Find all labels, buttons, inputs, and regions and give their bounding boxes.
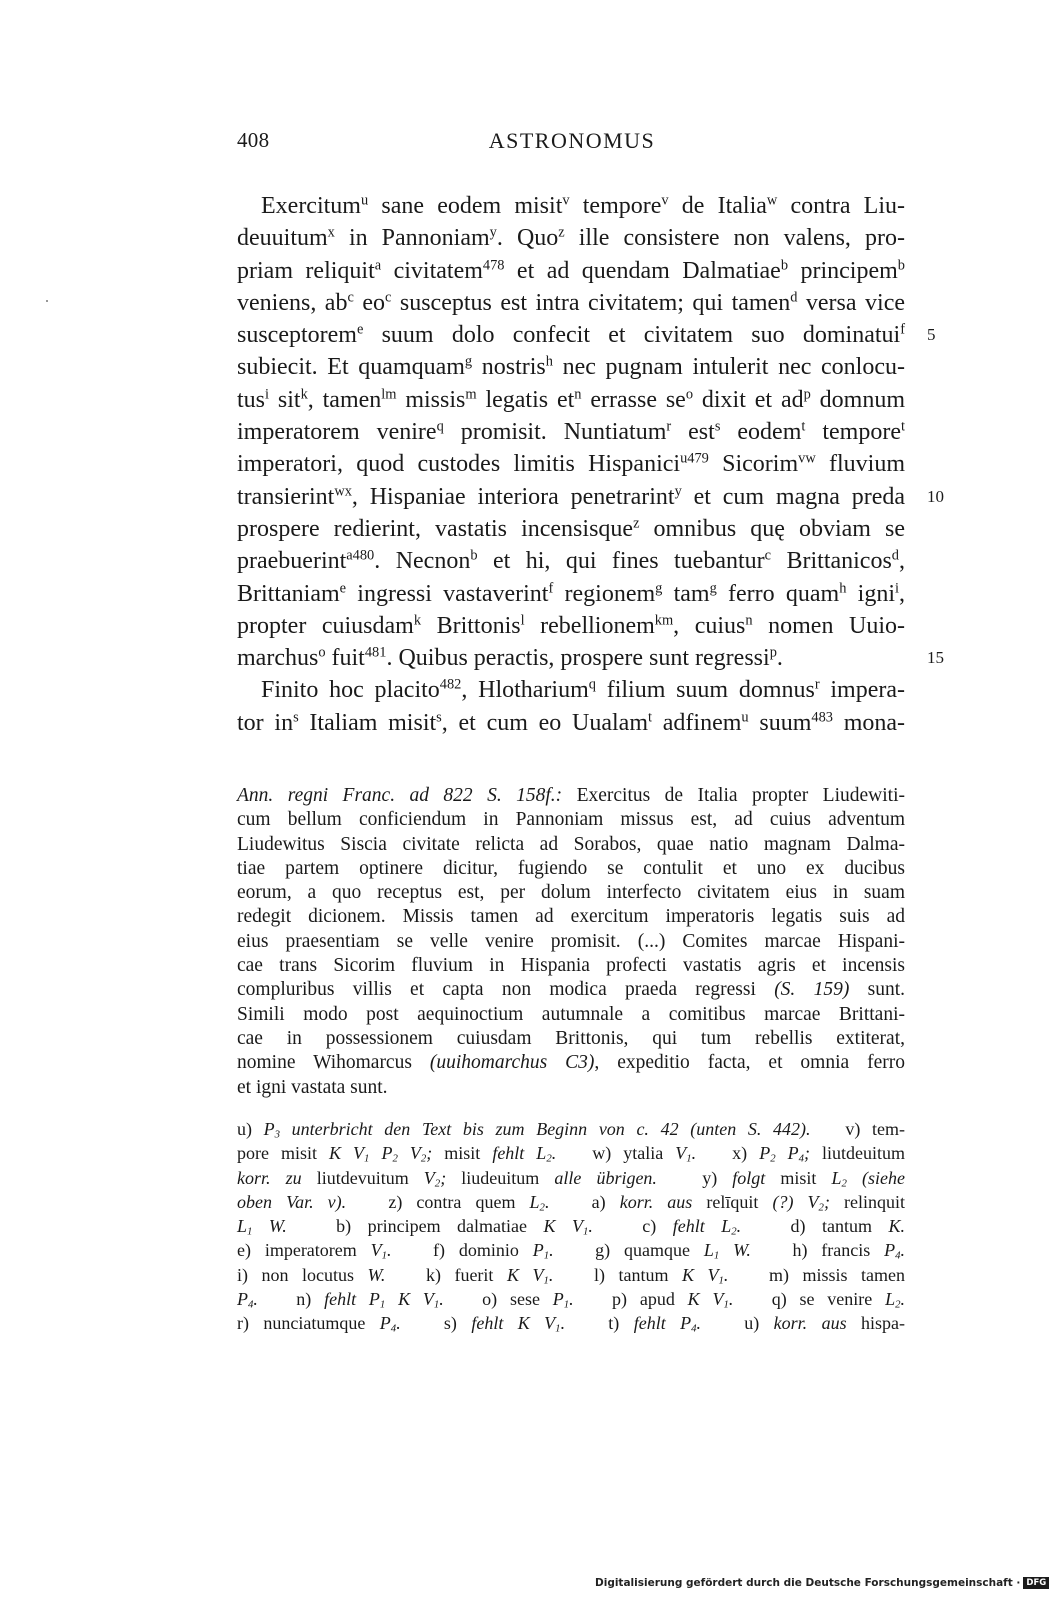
text-line: praebuerint$^{a480}$. Necnon$^b$ et hi, qui fines tuebantur$^c$ Brittanicos$^d$, — [237, 547, 905, 575]
text-line: prospere redierint, vastatis incensisque$^z$ omnibus quę obviam se — [237, 515, 905, 542]
apparatus-line: pore misit K V1 P2 V2; misit fehlt L2. w) ytalia V1. x) P2 P4; liutdeuitum — [237, 1143, 906, 1165]
text-line: subiecit. Et quamquam$^g$ nostris$^h$ nec pugnam intulerit nec conlocu- — [237, 353, 905, 381]
text-line: deuuitum$^x$ in Pannoniam$^y$. Quo$^z$ ille consistere non valens, pro- — [237, 224, 905, 252]
source-line: nomine Wihomarcus (uuihomarchus C3), expeditio facta, et omnia ferro — [237, 1052, 905, 1074]
text-line: imperatori, quod custodes limitis Hispanici$^{u479}$ Sicorim$^{vw}$ fluvium — [237, 450, 905, 478]
source-line: cae trans Sicorim fluvium in Hispania profecti vastatis agris et incensis — [237, 955, 905, 977]
main-text — [237, 190, 944, 739]
source-line: cae in possessionem cuiusdam Brittonis, qui tum rebellis extiterat, — [237, 1027, 905, 1049]
apparatus-line: korr. zu liutdevuitum V2; liudeuitum alle übrigen. y) folgt misit L2 (siehe — [237, 1167, 905, 1190]
text-line: transierint$^{wx}$, Hispaniae interiora penetrarint$^y$ et cum magna preda 10 — [237, 481, 905, 513]
apparatus-line: L1 W. b) principem dalmatiae K V1. c) fehlt L2. d) tantum K. — [237, 1216, 905, 1238]
text-line: priam reliquit$^a$ civitatem$^{478}$ et ad quendam Dalmatiae$^b$ principem$^b$ — [237, 256, 905, 284]
source-line: Simili modo post aequinoctium autumnale a comitibus marcae Brittani- — [237, 1003, 905, 1025]
text-line: veniens, $ab^c$ $eo^c$ susceptus est intra civitatem; qui tamen$^d$ versa vice — [237, 289, 906, 316]
source-line: tiae partem optinere dicitur, fugiendo se contulit et uno ex ducibus — [237, 857, 905, 879]
text-line: imperatorem venire$^q$ promisit. Nuntiatum$^r$ est$^s$ eodem$^t$ tempore$^t$ — [237, 418, 905, 446]
text-line: susceptorem$^e$ suum dolo confecit et civitatem suo dominatui$^f$ 5 — [237, 319, 905, 351]
page-header — [237, 128, 907, 158]
text-line: Brittaniam$^e$ ingressi vastaverint$^f$ regionem$^g$ tam$^g$ ferro quam$^h$ igni$^i$, — [237, 579, 906, 607]
apparatus-line: P4. n) fehlt P1 K V1. o) sese P1. p) apud K V1. q) se venire L2. — [237, 1289, 905, 1311]
scan-speck — [46, 300, 48, 302]
source-note — [237, 784, 905, 1100]
source-line: et igni vastata sunt. — [237, 1076, 388, 1098]
line-number: 15 — [927, 648, 944, 668]
page-number: 408 — [237, 128, 270, 152]
source-line: compluribus villis et capta non modica praeda regressi (S. 159) sunt. — [237, 979, 905, 1001]
source-line: Liudewitus Siscia civitate relicta ad Sorabos, quae natio magnam Dalma- — [237, 833, 905, 855]
running-title: ASTRONOMUS — [488, 128, 656, 153]
source-line: redegit dicionem. Missis tamen ad exercitum imperatoris legatis suis ad — [237, 906, 905, 928]
text-line: marchus$^o$ fuit$^{481}$. Quibus peractis, prospere sunt regressi$^p$. 15 — [237, 642, 905, 674]
source-line: eorum, a quo receptus est, per dolum interfecto civitatem eius in suam — [237, 882, 905, 904]
line-number: 5 — [927, 325, 936, 345]
apparatus-line: e) imperatorem V1. f) dominio P1. g) quamque L1 W. h) francis P4. — [237, 1240, 905, 1263]
apparatus-line: r) nunciatumque P4. s) fehlt K V1. t) fehlt P4. u) korr. aus hispa- — [237, 1313, 905, 1336]
text-line: tor $in^s$ Italiam misit$^s$, et cum eo Uualam$^t$ adfinem$^u$ suum$^{483}$ mona- — [237, 709, 906, 736]
source-line: eius praesentiam se velle venire promisit. (...) Comites marcae Hispani- — [237, 930, 905, 952]
apparatus-line: i) non locutus W. k) fuerit K V1. l) tantum K V1. m) missis tamen — [237, 1264, 905, 1287]
apparatus-line: oben Var. v). z) contra quem L2. a) korr. aus relīquit (?) V2; relinquit — [237, 1191, 905, 1214]
text-line: tus$^i$ sit$^k$, tamen$^{lm}$ missis$^m$ legatis $et^n$ errasse $se^o$ dixit et $ad^p$ domnum — [237, 386, 906, 413]
text-line: propter cuiusdam$^k$ Brittonis$^l$ rebellionem$^{km}$, cuius$^n$ nomen Uuio- — [237, 612, 905, 639]
text-line: Exercitum$^u$ sane eodem misit$^v$ tempore$^v$ de Italia$^w$ contra Liu- — [261, 192, 905, 219]
source-line: Ann. regni Franc. ad 822 S. 158f.: Exercitus de Italia propter Liudewiti- — [237, 785, 905, 806]
dfg-logo-icon: DFG — [1023, 1577, 1049, 1589]
footer-credit — [595, 1577, 1049, 1589]
source-line: cum bellum conficiendum in Pannoniam missus est, ad cuius adventum — [237, 809, 905, 831]
text-line: Finito hoc placito$^{482}$, Hlotharium$^q$ filium suum domnus$^r$ impera- — [261, 676, 906, 704]
critical-apparatus — [237, 1117, 905, 1336]
footer-text: Digitalisierung gefördert durch die Deutsche Forschungsgemeinschaft · — [595, 1577, 1021, 1589]
line-number: 10 — [927, 486, 944, 506]
apparatus-line: u) P3 unterbricht den Text bis zum Beginn von c. 42 (unten S. 442). v) tem- — [237, 1119, 905, 1141]
